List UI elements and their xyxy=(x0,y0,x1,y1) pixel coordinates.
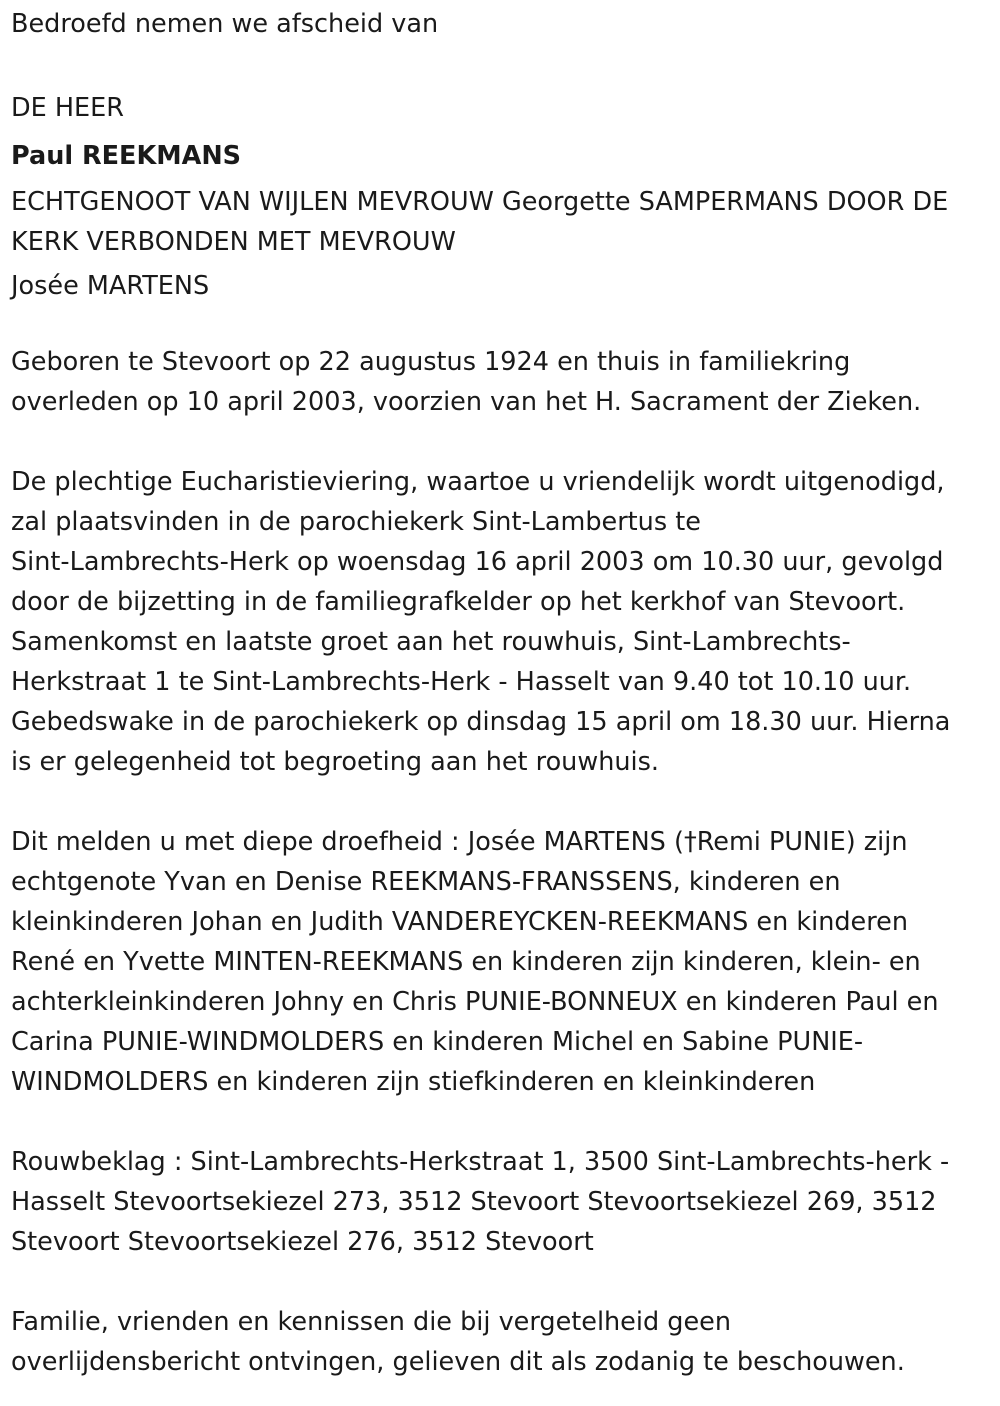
text-line: Herkstraat 1 te Sint-Lambrechts-Herk - Hasselt van 9.40 tot 10.10 uur. xyxy=(11,667,912,697)
spacer xyxy=(11,310,996,342)
text-line xyxy=(11,822,996,862)
cross-icon: † xyxy=(683,827,697,857)
text-line: Familie, vrienden en kennissen die bij vergetelheid geen xyxy=(11,1307,731,1337)
ceremony-paragraph xyxy=(11,462,996,782)
spacer xyxy=(11,782,996,822)
spouse-name: Josée MARTENS xyxy=(11,271,210,301)
text-line: Carina PUNIE-WINDMOLDERS en kinderen Michel en Sabine PUNIE- xyxy=(11,1027,864,1057)
title-text: DE HEER xyxy=(11,93,124,123)
mourning-address-paragraph xyxy=(11,1142,996,1262)
spouse-section xyxy=(11,182,996,262)
text-line: De plechtige Eucharistieviering, waartoe u vriendelijk wordt uitgenodigd, xyxy=(11,467,945,497)
text-line: Rouwbeklag : Sint-Lambrechts-Herkstraat 1, 3500 Sint-Lambrechts-herk - xyxy=(11,1147,950,1177)
text-line: WINDMOLDERS en kinderen zijn stiefkinderen en kleinkinderen xyxy=(11,1067,816,1097)
text-line: Gebedswake in de parochiekerk op dinsdag 15 april om 18.30 uur. Hierna xyxy=(11,707,951,737)
family-paragraph xyxy=(11,822,996,1102)
family-first-suffix: Remi PUNIE) zijn xyxy=(696,827,908,857)
text-line: is er gelegenheid tot begroeting aan het rouwhuis. xyxy=(11,747,659,777)
closing-paragraph xyxy=(11,1302,996,1382)
text-line: Hasselt Stevoortsekiezel 273, 3512 Stevoort Stevoortsekiezel 269, 3512 xyxy=(11,1187,937,1217)
birth-death-paragraph xyxy=(11,342,996,422)
spacer xyxy=(11,422,996,462)
text-line: René en Yvette MINTEN-REEKMANS en kinderen zijn kinderen, klein- en xyxy=(11,947,921,977)
spouse-line: KERK VERBONDEN MET MEVROUW xyxy=(11,227,456,257)
text-line: overlijdensbericht ontvingen, gelieven dit als zodanig te beschouwen. xyxy=(11,1347,905,1377)
text-line: door de bijzetting in de familiegrafkelder op het kerkhof van Stevoort. xyxy=(11,587,906,617)
spacer xyxy=(11,1102,996,1142)
spacer xyxy=(11,1262,996,1302)
text-line: kleinkinderen Johan en Judith VANDEREYCKEN-REEKMANS en kinderen xyxy=(11,907,909,937)
text-line: zal plaatsvinden in de parochiekerk Sint-Lambertus te xyxy=(11,507,701,537)
text-line: achterkleinkinderen Johny en Chris PUNIE-BONNEUX en kinderen Paul en xyxy=(11,987,939,1017)
family-first-prefix: Dit melden u met diepe droefheid : Josée MARTENS ( xyxy=(11,827,684,857)
intro-text: Bedroefd nemen we afscheid van xyxy=(11,9,439,39)
text-line: Sint-Lambrechts-Herk op woensdag 16 april 2003 om 10.30 uur, gevolgd xyxy=(11,547,944,577)
text-line: Stevoort Stevoortsekiezel 276, 3512 Stevoort xyxy=(11,1227,594,1257)
obituary-notice xyxy=(11,4,996,1382)
text-line: echtgenote Yvan en Denise REEKMANS-FRANSSENS, kinderen en xyxy=(11,867,841,897)
spouse-line: ECHTGENOOT VAN WIJLEN MEVROUW Georgette SAMPERMANS DOOR DE xyxy=(11,187,949,217)
text-line: overleden op 10 april 2003, voorzien van het H. Sacrament der Zieken. xyxy=(11,387,922,417)
text-line: Geboren te Stevoort op 22 augustus 1924 en thuis in familiekring xyxy=(11,347,851,377)
text-line: Samenkomst en laatste groet aan het rouwhuis, Sint-Lambrechts- xyxy=(11,627,851,657)
spacer xyxy=(11,44,996,84)
deceased-name: Paul REEKMANS xyxy=(11,141,242,171)
